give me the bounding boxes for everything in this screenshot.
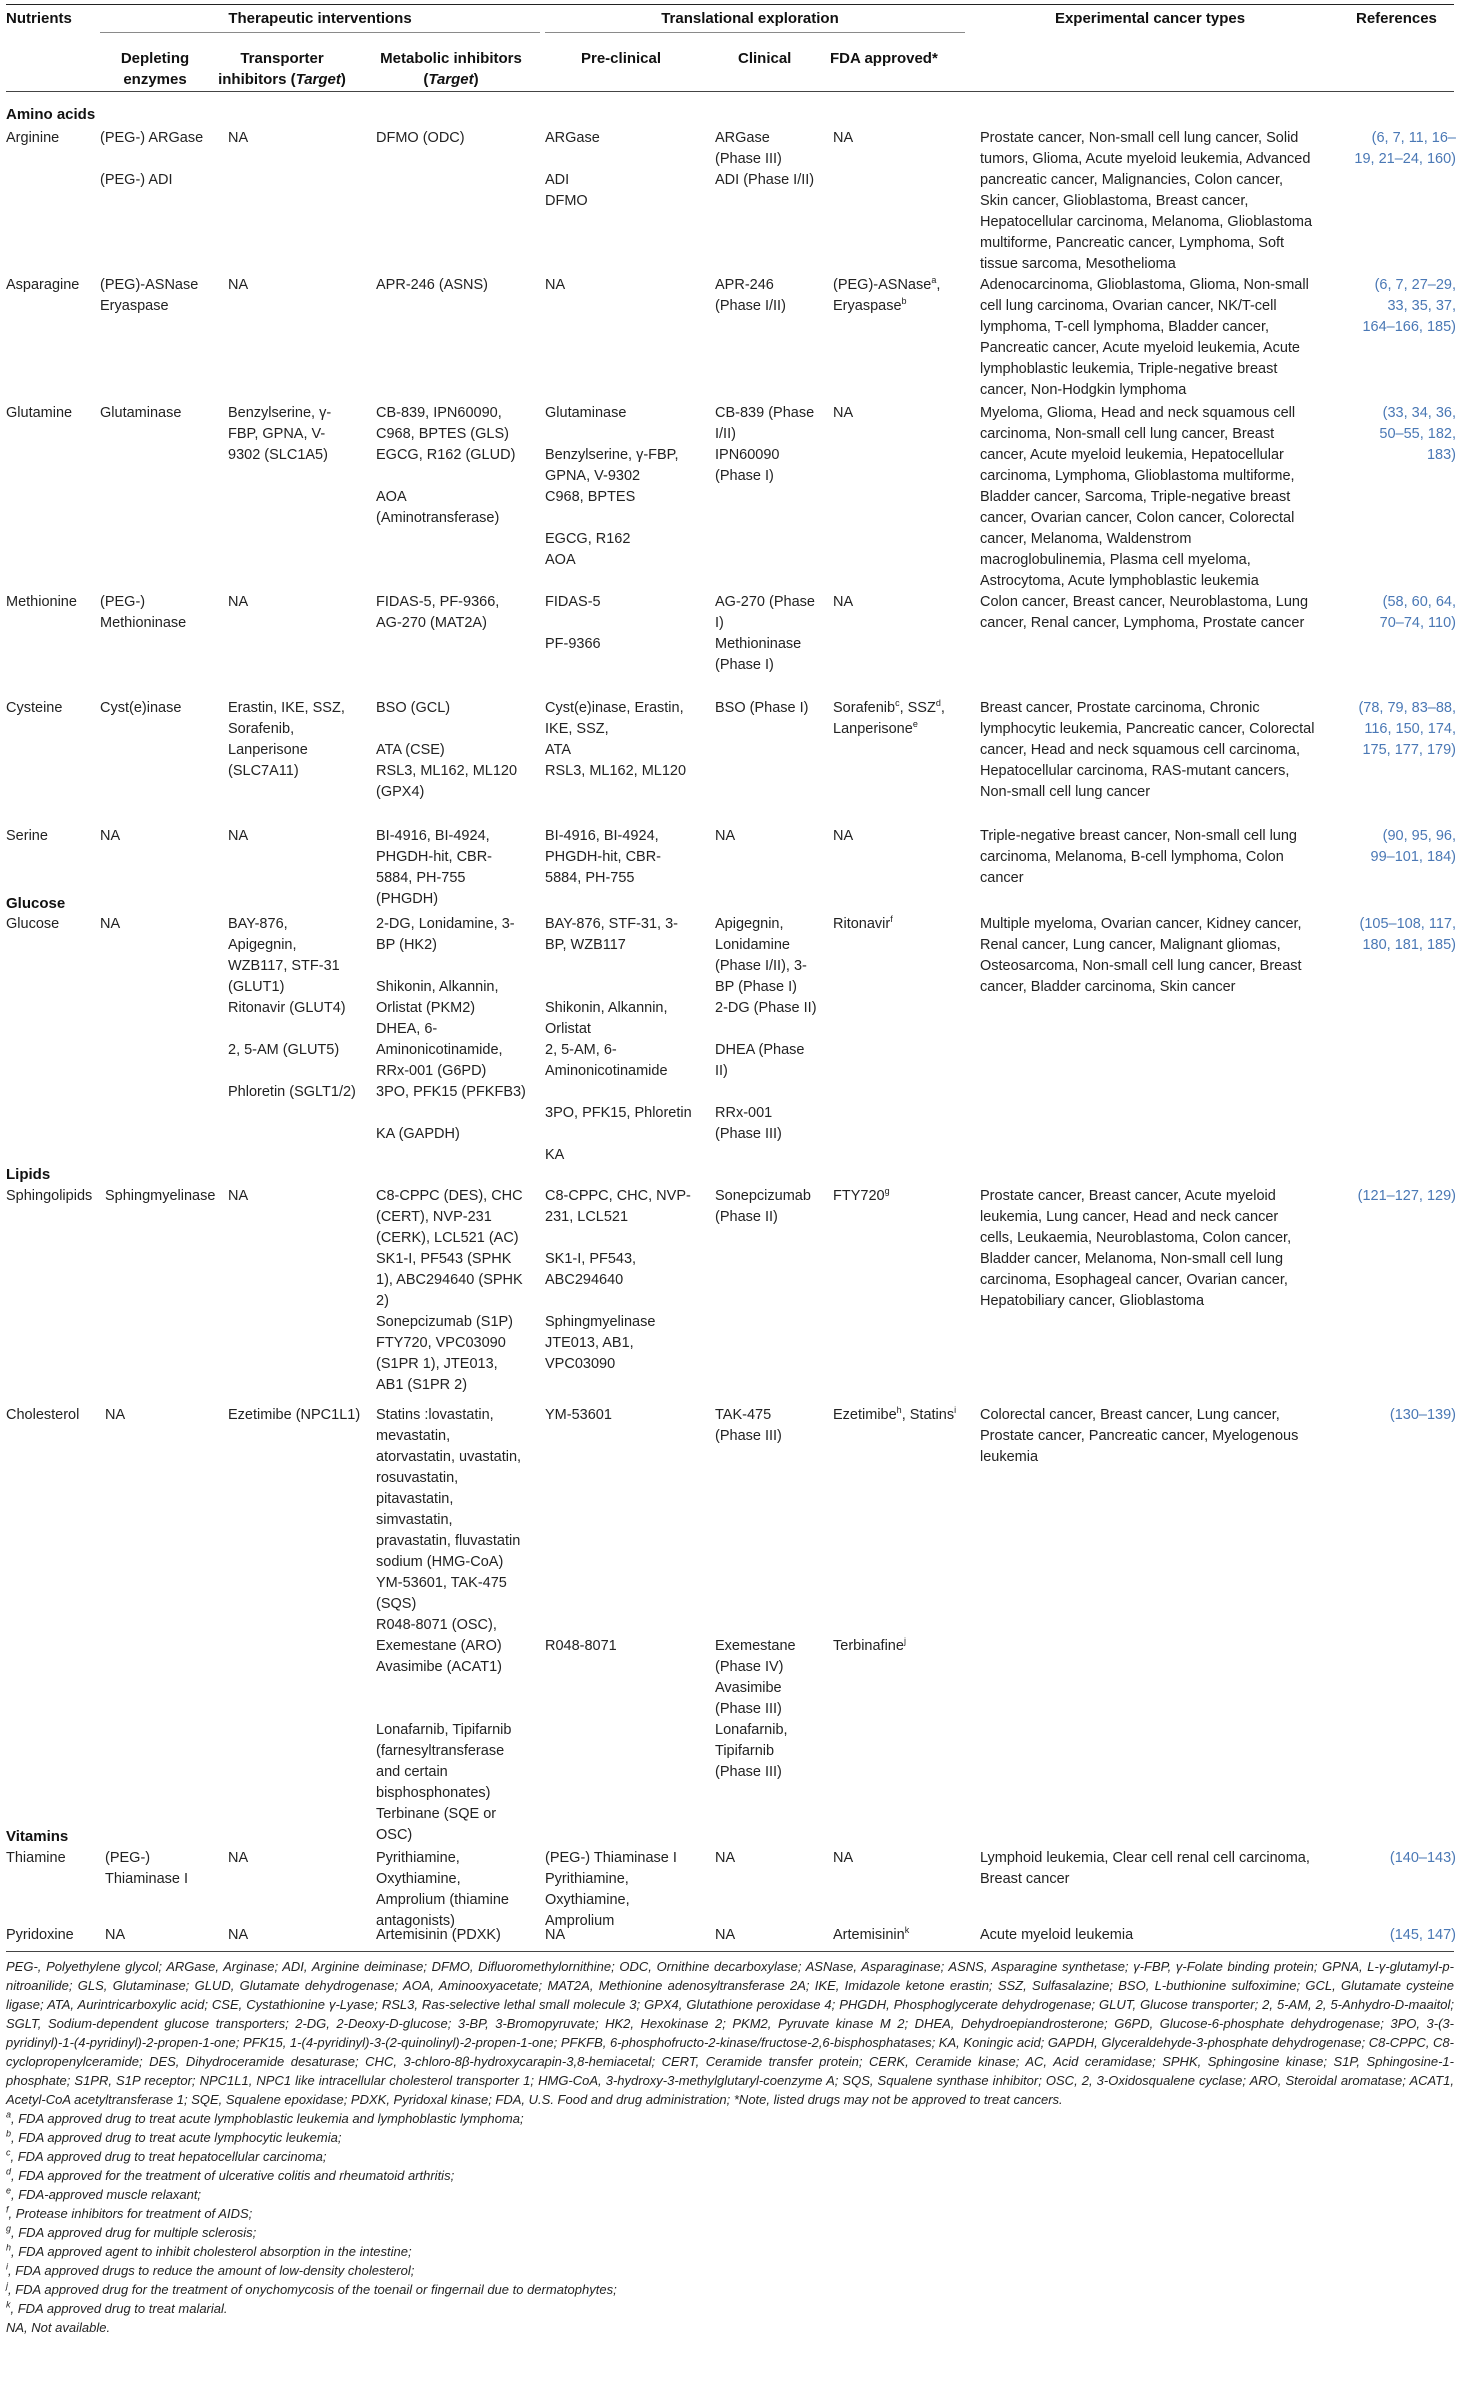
footnote-a bbox=[6, 2109, 1454, 2128]
row-asparagine-metabolic: APR-246 (ASNS) bbox=[376, 277, 489, 293]
footnote-mark: g bbox=[884, 1186, 890, 1197]
fda-text: (PEG)-ASNase bbox=[833, 277, 932, 293]
row-serine-fda: NA bbox=[833, 828, 854, 844]
row-pyridoxine-transporter: NA bbox=[228, 1927, 249, 1943]
row-pyridoxine-refs: (145, 147) bbox=[1389, 1927, 1456, 1943]
fda-text: Artemisinin bbox=[833, 1927, 905, 1943]
row-serine-nutrient: Serine bbox=[6, 828, 48, 844]
row-cysteine-clinical: BSO (Phase I) bbox=[715, 700, 809, 716]
footnote-mark: a bbox=[6, 2109, 12, 2120]
row-asparagine-nutrient: Asparagine bbox=[6, 277, 80, 293]
row-glutamine-clinical: CB-839 (Phase I/II) IPN60090 (Phase I) bbox=[715, 405, 815, 484]
row-methionine-depleting: (PEG-) Methioninase bbox=[100, 594, 187, 631]
row-serine-transporter: NA bbox=[228, 828, 249, 844]
row-glutamine-cancer: Myeloma, Glioma, Head and neck squamous cell carcinoma, Non-small cell lung cancer, Breast cancer, Acute myeloid leukemia, Hepatocellular carcinoma, Lymphoma, Glioblastoma multiforme, Bladder cancer, Sarcoma, Triple-negative breast cancer, Ovarian cancer, Colon cancer, Colorectal cancer, Melanoma, Waldenstrom macroglobulinemia, Plasma cell myeloma, Astrocytoma, Acute lymphoblastic leukemia bbox=[980, 405, 1296, 589]
footnote-text: , FDA approved for the treatment of ulcerative colitis and rheumatoid arthritis; bbox=[11, 2168, 455, 2183]
row-glucose-cancer: Multiple myeloma, Ovarian cancer, Kidney cancer, Renal cancer, Lung cancer, Malignant gliomas, Osteosarcoma, Non-small cell lung cancer, Breast cancer, Bladder carcinoma, Skin cancer bbox=[980, 916, 1302, 995]
row-cysteine-cancer: Breast cancer, Prostate carcinoma, Chronic lymphocytic leukemia, Pancreatic cancer, Colorectal cancer, Head and neck squamous cell carcinoma, Hepatocellular carcinoma, RAS-mutant cancers, Non-small cell lung cancer bbox=[980, 700, 1315, 800]
row-cholesterol-preclinical: YM-53601 R048-8071 bbox=[545, 1407, 617, 1654]
row-sphingolipids-clinical: Sonepcizumab (Phase II) bbox=[715, 1188, 811, 1225]
row-methionine-cancer: Colon cancer, Breast cancer, Neuroblastoma, Lung cancer, Renal cancer, Lymphoma, Prostate cancer bbox=[980, 594, 1309, 631]
row-arginine-clinical: ARGase (Phase III) ADI (Phase I/II) bbox=[715, 130, 815, 188]
footnote-text: , FDA approved drug for multiple sclerosis; bbox=[11, 2225, 257, 2240]
footnote-text: , Protease inhibitors for treatment of AIDS; bbox=[8, 2206, 253, 2221]
row-cysteine-fda bbox=[833, 698, 945, 740]
header-transporter-target: Target bbox=[295, 71, 341, 88]
header-transporter: Transporter inhibitors (Target) bbox=[218, 50, 346, 88]
row-cysteine-preclinical: Cyst(e)inase, Erastin, IKE, SSZ, ATA RSL3, ML162, ML120 bbox=[545, 700, 687, 779]
header-metabolic: Metabolic inhibitors (Target) bbox=[380, 50, 522, 88]
footnote-text: , FDA-approved muscle relaxant; bbox=[11, 2187, 202, 2202]
row-pyridoxine-metabolic: Artemisinin (PDXK) bbox=[376, 1927, 501, 1943]
row-pyridoxine-fda bbox=[833, 1925, 909, 1946]
row-arginine-fda: NA bbox=[833, 130, 854, 146]
row-methionine-metabolic: FIDAS-5, PF-9366, AG-270 (MAT2A) bbox=[376, 594, 500, 631]
footnote-na: NA, Not available. bbox=[6, 2320, 111, 2335]
footnote-mark: j bbox=[903, 1636, 906, 1647]
row-thiamine-preclinical: (PEG-) Thiaminase I Pyrithiamine, Oxythiamine, Amprolium bbox=[545, 1850, 677, 1929]
footnote-k bbox=[6, 2299, 1454, 2318]
section-amino-acids: Amino acids bbox=[6, 106, 96, 123]
row-sphingolipids-metabolic: C8-CPPC (DES), CHC (CERT), NVP-231 (CERK), LCL521 (AC) SK1-I, PF543 (SPHK 1), ABC294640 (SPHK 2) Sonepcizumab (S1P) FTY720, VPC03090 (S1PR 1), JTE013, AB1 (S1PR 2) bbox=[376, 1188, 523, 1393]
footnote-b bbox=[6, 2128, 1454, 2147]
header-metabolic-target: Target bbox=[428, 71, 474, 88]
footnote-j bbox=[6, 2280, 1454, 2299]
row-glucose-depleting: NA bbox=[100, 916, 121, 932]
row-arginine-preclinical: ARGase ADI DFMO bbox=[545, 130, 600, 209]
row-arginine-metabolic: DFMO (ODC) bbox=[376, 130, 465, 146]
row-cholesterol-metabolic: Statins :lovastatin, mevastatin, atorvastatin, uvastatin, rosuvastatin, pitavastatin, simvastatin, pravastatin, fluvastatin sodium (HMG-CoA) YM-53601, TAK-475 (SQS) R048-8071 (OSC), Exemestane (ARO) Avasimibe (ACAT1) Lonafarnib, Tipifarnib (farnesyltransferase and certain bisphosphonates) Terbinane (SQE or OSC) bbox=[376, 1407, 522, 1843]
header-metabolic-label: Metabolic inhibitors ( bbox=[380, 50, 522, 88]
row-thiamine-depleting: (PEG-) Thiaminase I bbox=[105, 1850, 189, 1887]
row-glucose-nutrient: Glucose bbox=[6, 916, 60, 932]
row-cholesterol-refs: (130–139) bbox=[1389, 1407, 1456, 1423]
row-cysteine-nutrient: Cysteine bbox=[6, 700, 63, 716]
row-sphingolipids-refs: (121–127, 129) bbox=[1357, 1188, 1456, 1204]
header-therapeutic: Therapeutic interventions bbox=[228, 10, 412, 27]
row-thiamine-fda: NA bbox=[833, 1850, 854, 1866]
footnote-mark: f bbox=[890, 914, 893, 925]
row-cholesterol-nutrient: Cholesterol bbox=[6, 1407, 80, 1423]
fda-text: , Lanperisone bbox=[833, 700, 945, 737]
row-sphingolipids-cancer: Prostate cancer, Breast cancer, Acute myeloid leukemia, Lung cancer, Head and neck cancer cells, Leukaemia, Neuroblastoma, Colon cancer, Bladder cancer, Melanoma, Non-small cell lung carcinoma, Esophageal cancer, Ovarian cancer, Hepatobiliary cancer, Glioblastoma bbox=[980, 1188, 1292, 1309]
table-footnotes bbox=[6, 1957, 1454, 2337]
footnote-text: , FDA approved drug to treat acute lymphoblastic leukemia and lymphoblastic lymphoma; bbox=[11, 2111, 524, 2126]
header-translational: Translational exploration bbox=[661, 10, 839, 27]
row-glucose-metabolic: 2-DG, Lonidamine, 3- BP (HK2) Shikonin, Alkannin, Orlistat (PKM2) DHEA, 6- Aminonicotinamide, RRx-001 (G6PD) 3PO, PFK15 (PFKFB3) KA (GAPDH) bbox=[376, 916, 526, 1142]
row-sphingolipids-depleting: Sphingmyelinase bbox=[105, 1188, 216, 1204]
footnote-e bbox=[6, 2185, 1454, 2204]
row-methionine-nutrient: Methionine bbox=[6, 594, 77, 610]
row-glucose-refs: (105–108, 117, 180, 181, 185) bbox=[1359, 916, 1456, 953]
fda-text: Ezetimibe bbox=[833, 1407, 897, 1423]
row-cholesterol-fda bbox=[833, 1405, 956, 1657]
footnote-mark: h bbox=[896, 1405, 902, 1416]
footnote-mark: b bbox=[6, 2128, 12, 2139]
footnote-mark: f bbox=[6, 2204, 9, 2215]
footnote-mark: i bbox=[6, 2261, 8, 2272]
footnote-text: , FDA approved drug to treat hepatocellular carcinoma; bbox=[10, 2149, 327, 2164]
row-serine-cancer: Triple-negative breast cancer, Non-small cell lung carcinoma, Melanoma, B-cell lymphoma, Colon cancer bbox=[980, 828, 1297, 886]
row-cysteine-depleting: Cyst(e)inase bbox=[100, 700, 182, 716]
row-pyridoxine-nutrient: Pyridoxine bbox=[6, 1927, 74, 1943]
row-glutamine-refs: (33, 34, 36, 50–55, 182, 183) bbox=[1379, 405, 1456, 463]
footnote-h bbox=[6, 2242, 1454, 2261]
fda-text: Terbinafine bbox=[833, 1638, 904, 1654]
row-cysteine-refs: (78, 79, 83–88, 116, 150, 174, 175, 177, 179) bbox=[1358, 700, 1456, 758]
row-serine-clinical: NA bbox=[715, 828, 736, 844]
row-cysteine-metabolic: BSO (GCL) ATA (CSE) RSL3, ML162, ML120 (GPX4) bbox=[376, 700, 518, 800]
row-glutamine-fda: NA bbox=[833, 405, 854, 421]
row-glutamine-transporter: Benzylserine, γ- FBP, GPNA, V- 9302 (SLC1A5) bbox=[228, 405, 332, 463]
row-glutamine-nutrient: Glutamine bbox=[6, 405, 73, 421]
row-methionine-preclinical: FIDAS-5 PF-9366 bbox=[545, 594, 601, 652]
section-lipids: Lipids bbox=[6, 1166, 51, 1183]
row-cholesterol-clinical: TAK-475 (Phase III) Exemestane (Phase IV) Avasimibe (Phase III) Lonafarnib, Tipifarnib (Phase III) bbox=[715, 1407, 796, 1780]
footnote-mark: d bbox=[6, 2166, 12, 2177]
row-asparagine-fda bbox=[833, 275, 940, 317]
footnote-mark: j bbox=[6, 2280, 8, 2291]
row-sphingolipids-preclinical: C8-CPPC, CHC, NVP- 231, LCL521 SK1-I, PF543, ABC294640 Sphingmyelinase JTE013, AB1, VPC03090 bbox=[545, 1188, 691, 1372]
header-experimental: Experimental cancer types bbox=[1054, 10, 1246, 27]
fda-text: , Statins bbox=[901, 1407, 955, 1423]
row-thiamine-metabolic: Pyrithiamine, Oxythiamine, Amprolium (thiamine antagonists) bbox=[376, 1850, 509, 1929]
footnote-mark: d bbox=[935, 698, 941, 709]
footnote-mark: a bbox=[931, 275, 937, 286]
row-thiamine-cancer: Lymphoid leukemia, Clear cell renal cell carcinoma, Breast cancer bbox=[980, 1850, 1310, 1887]
footnote-mark: k bbox=[904, 1925, 910, 1936]
fda-text: FTY720 bbox=[833, 1188, 885, 1204]
abbreviations-note: PEG-, Polyethylene glycol; ARGase, Arginase; ADI, Arginine deiminase; DFMO, Difluoromethylornithine; ODC, Ornithine decarboxylase; ASNase, Asparaginase; ASNS, Asparagine synthetase; γ-FBP, γ-Folate binding protein; GPNA, L-γ-glutamyl-p-nitroanilide; GLS, Glutaminase; GLUD, Glutamate dehydrogenase; AOA, Aminooxyacetate; MAT2A, Methionine adenosyltransferase 2A; IKE, Imidazole ketone erastin; SSZ, Sulfasalazine; BSO, L-buthionine sulfoximine; GCL, Glutamate cysteine ligase; ATA, Aurintricarboxylic acid; CSE, Cystathionine γ-Lyase; RSL3, Ras-selective lethal small molecule 3; GPX4, Glutathione peroxidase 4; PHGDH, Phosphoglycerate dehydrogenase; GLUT, Glucose transporter; 2, 5-AM, 2, 5-Anhydro-D-maaitol; SGLT, Sodium-dependent glucose transporters; 2-DG, 2-Deoxy-D-glucose; 3-BP, 3-Bromopyruvate; HK2, Hexokinase 2; PKM2, Pyruvate kinase M 2; DHEA, Dehydroepiandrosterone; G6PD, Glucose-6-phosphate dehydrogenase; 3PO, 3-(3-pyridinyl)-1-(4-pyridinyl)-2-propen-1-one; PFK15, 1-(4-pyridinyl)-3-(2-quinolinyl)-2-propen-1-one; PFKFB, 6-phosphofructo-2-kinase/fructose-2,6-bisphosphatases; KA, Koningic acid; GAPDH, Glyceraldehyde-3-phosphate dehydrogenase; C8-CPPC, C8-cyclopropenylceramide; DES, Dihydroceramide desaturase; CHC, 3-chloro-8β-hydroxycarapin-3,8-hemiacetal; CERT, Ceramide transfer protein; CERK, Ceramide kinase; AC, Acid ceramidase; SPHK, Sphingosine kinase; S1P, Sphingosine-1-phosphate; S1PR, S1P receptor; NPC1L1, NPC1 like intracellular cholesterol transporter 1; HMG-CoA, 3-hydroxy-3-methylglutaryl-coenzyme A; SQS, Squalene synthase inhibitor; OSC, 2, 3-Oxidosqualene cyclase; ARO, Steroidal aromatase; ACAT1, Acetyl-CoA acetyltransferase 1; SQE, Squalene epoxidase; PDXK, Pyridoxal kinase; FDA, U.S. Food and drug administration; *Note, listed drugs may not be approved to treat cancers. bbox=[6, 1959, 1454, 2107]
row-glucose-fda bbox=[833, 914, 893, 935]
table-top-rule bbox=[6, 4, 1454, 5]
row-serine-depleting: NA bbox=[100, 828, 121, 844]
header-translational-rule bbox=[545, 32, 965, 33]
row-serine-preclinical: BI-4916, BI-4924, PHGDH-hit, CBR- 5884, PH-755 bbox=[545, 828, 662, 886]
footnote-text: , FDA approved agent to inhibit cholesterol absorption in the intestine; bbox=[11, 2244, 412, 2259]
row-glucose-preclinical: BAY-876, STF-31, 3- BP, WZB117 Shikonin, Alkannin, Orlistat 2, 5-AM, 6- Aminonicotinamide 3PO, PFK15, Phloretin KA bbox=[545, 916, 692, 1163]
header-nutrients: Nutrients bbox=[6, 10, 72, 27]
header-bottom-rule bbox=[6, 91, 1454, 92]
footnote-mark: g bbox=[6, 2223, 12, 2234]
row-methionine-refs: (58, 60, 64, 70–74, 110) bbox=[1379, 594, 1456, 631]
footnote-c bbox=[6, 2147, 1454, 2166]
footnote-text: , FDA approved drug to treat acute lymphocytic leukemia; bbox=[11, 2130, 342, 2145]
row-arginine-refs: (6, 7, 11, 16– 19, 21–24, 160) bbox=[1354, 130, 1456, 167]
row-sphingolipids-nutrient: Sphingolipids bbox=[6, 1188, 93, 1204]
row-thiamine-nutrient: Thiamine bbox=[6, 1850, 66, 1866]
row-thiamine-transporter: NA bbox=[228, 1850, 249, 1866]
header-references: References bbox=[1356, 10, 1437, 27]
row-serine-refs: (90, 95, 96, 99–101, 184) bbox=[1370, 828, 1456, 865]
row-asparagine-clinical: APR-246 (Phase I/II) bbox=[715, 277, 786, 314]
row-glutamine-metabolic: CB-839, IPN60090, C968, BPTES (GLS) EGCG, R162 (GLUD) AOA (Aminotransferase) bbox=[376, 405, 516, 526]
footnote-mark: h bbox=[6, 2242, 12, 2253]
row-arginine-nutrient: Arginine bbox=[6, 130, 60, 146]
row-pyridoxine-preclinical: NA bbox=[545, 1927, 566, 1943]
row-cholesterol-depleting: NA bbox=[105, 1407, 126, 1423]
header-fda: FDA approved* bbox=[830, 50, 938, 67]
row-glutamine-preclinical: Glutaminase Benzylserine, γ-FBP, GPNA, V-9302 C968, BPTES EGCG, R162 AOA bbox=[545, 405, 679, 568]
footnote-d bbox=[6, 2166, 1454, 2185]
row-asparagine-transporter: NA bbox=[228, 277, 249, 293]
row-sphingolipids-fda bbox=[833, 1186, 890, 1207]
footnote-mark: i bbox=[954, 1405, 957, 1416]
row-thiamine-clinical: NA bbox=[715, 1850, 736, 1866]
footnote-mark: e bbox=[912, 719, 918, 730]
row-arginine-transporter: NA bbox=[228, 130, 249, 146]
footnote-text: , FDA approved drugs to reduce the amount of low-density cholesterol; bbox=[8, 2263, 415, 2278]
row-glucose-clinical: Apigegnin, Lonidamine (Phase I/II), 3- BP (Phase I) 2-DG (Phase II) DHEA (Phase II) RRx-001 (Phase III) bbox=[715, 916, 817, 1142]
row-asparagine-depleting: (PEG)-ASNase Eryaspase bbox=[100, 277, 199, 314]
row-arginine-cancer: Prostate cancer, Non-small cell lung cancer, Solid tumors, Glioma, Acute myeloid leukemia, Advanced pancreatic cancer, Malignancies, Colon cancer, Skin cancer, Glioblastoma, Breast cancer, Hepatocellular carcinoma, Melanoma, Glioblastoma multiforme, Pancreatic cancer, Lymphoma, Soft tissue sarcoma, Mesothelioma bbox=[980, 130, 1313, 272]
row-serine-metabolic: BI-4916, BI-4924, PHGDH-hit, CBR- 5884, PH-755 (PHGDH) bbox=[376, 828, 493, 907]
row-thiamine-refs: (140–143) bbox=[1389, 1850, 1456, 1866]
row-cysteine-transporter: Erastin, IKE, SSZ, Sorafenib, Lanperisone (SLC7A11) bbox=[228, 700, 345, 779]
footnote-mark: e bbox=[6, 2185, 12, 2196]
header-preclinical: Pre-clinical bbox=[581, 50, 662, 67]
section-vitamins: Vitamins bbox=[6, 1828, 69, 1845]
fda-text: , Eryaspase bbox=[833, 277, 941, 314]
row-asparagine-preclinical: NA bbox=[545, 277, 566, 293]
row-pyridoxine-cancer: Acute myeloid leukemia bbox=[980, 1927, 1134, 1943]
fda-text: , SSZ bbox=[899, 700, 936, 716]
row-pyridoxine-clinical: NA bbox=[715, 1927, 736, 1943]
header-therapeutic-rule bbox=[100, 32, 540, 33]
footnote-text: , FDA approved drug for the treatment of onychomycosis of the toenail or fingernail due to dermatophytes; bbox=[8, 2282, 617, 2297]
row-arginine-depleting: (PEG-) ARGase (PEG-) ADI bbox=[100, 130, 204, 188]
row-asparagine-cancer: Adenocarcinoma, Glioblastoma, Glioma, Non-small cell lung carcinoma, Ovarian cancer, NK/T-cell lymphoma, T-cell lymphoma, Bladder cancer, Pancreatic cancer, Acute myeloid leukemia, Acute lymphoblastic leukemia, Triple-negative breast cancer, Non-Hodgkin lymphoma bbox=[980, 277, 1309, 398]
row-asparagine-refs: (6, 7, 27–29, 33, 35, 37, 164–166, 185) bbox=[1362, 277, 1456, 335]
row-methionine-clinical: AG-270 (Phase I) Methioninase (Phase I) bbox=[715, 594, 815, 673]
fda-text: Sorafenib bbox=[833, 700, 896, 716]
header-transporter-label: Transporter inhibitors ( bbox=[218, 50, 324, 88]
footnote-f bbox=[6, 2204, 1454, 2223]
footnote-mark: k bbox=[6, 2299, 11, 2310]
table-bottom-rule bbox=[6, 1951, 1454, 1952]
footnote-mark: c bbox=[6, 2147, 11, 2158]
row-cholesterol-transporter: Ezetimibe (NPC1L1) bbox=[228, 1407, 361, 1423]
row-glucose-transporter: BAY-876, Apigegnin, WZB117, STF-31 (GLUT1) Ritonavir (GLUT4) 2, 5-AM (GLUT5) Phloretin (SGLT1/2) bbox=[228, 916, 356, 1100]
footnote-text: , FDA approved drug to treat malarial. bbox=[10, 2301, 228, 2316]
header-clinical: Clinical bbox=[738, 50, 792, 67]
row-glutamine-depleting: Glutaminase bbox=[100, 405, 182, 421]
row-methionine-fda: NA bbox=[833, 594, 854, 610]
header-depleting: Depleting enzymes bbox=[120, 50, 190, 88]
footnote-g bbox=[6, 2223, 1454, 2242]
footnote-mark: b bbox=[901, 296, 907, 307]
section-glucose: Glucose bbox=[6, 895, 66, 912]
row-pyridoxine-depleting: NA bbox=[105, 1927, 126, 1943]
row-sphingolipids-transporter: NA bbox=[228, 1188, 249, 1204]
row-cholesterol-cancer: Colorectal cancer, Breast cancer, Lung cancer, Prostate cancer, Pancreatic cancer, Myelogenous leukemia bbox=[980, 1407, 1299, 1465]
footnote-mark: c bbox=[895, 698, 900, 709]
footnote-i bbox=[6, 2261, 1454, 2280]
fda-text: Ritonavir bbox=[833, 916, 891, 932]
row-methionine-transporter: NA bbox=[228, 594, 249, 610]
